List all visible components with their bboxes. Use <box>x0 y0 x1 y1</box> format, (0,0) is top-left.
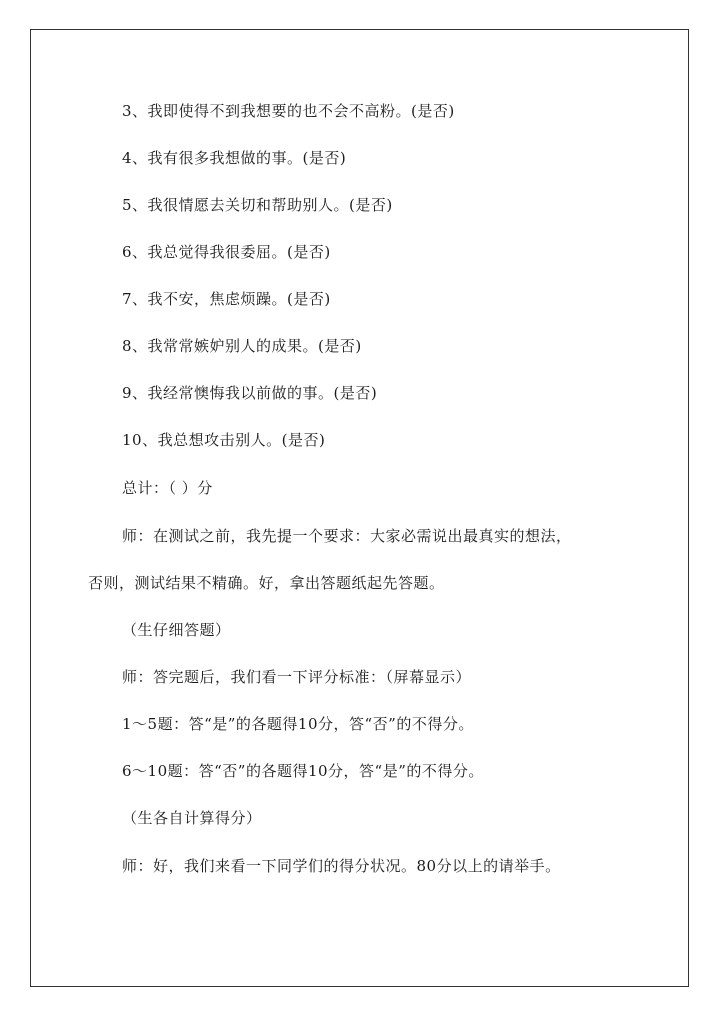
student-scoring-note: （生各自计算得分） <box>122 809 262 827</box>
scoring-rule-1-5: 1～5题：答“是”的各题得10分，答“否”的不得分。 <box>122 715 474 733</box>
question-3: 3、我即使得不到我想要的也不会不高粉。(是否) <box>122 102 455 120</box>
page-frame <box>30 29 689 987</box>
teacher-instruction-line-2: 否则，测试结果不精确。好，拿出答题纸起先答题。 <box>88 574 445 592</box>
scoring-intro-line: 师：答完题后，我们看一下评分标准：（屏幕显示） <box>122 668 472 686</box>
question-8: 8、我常常嫉妒别人的成果。(是否) <box>122 337 362 355</box>
teacher-result-line: 师：好，我们来看一下同学们的得分状况。80分以上的请举手。 <box>122 857 561 875</box>
question-7: 7、我不安，焦虑烦躁。(是否) <box>122 290 331 308</box>
teacher-instruction-line-1: 师：在测试之前，我先提一个要求：大家必需说出最真实的想法， <box>122 527 572 545</box>
question-4: 4、我有很多我想做的事。(是否) <box>122 149 347 167</box>
question-9: 9、我经常懊悔我以前做的事。(是否) <box>122 384 378 402</box>
student-answering-note: （生仔细答题） <box>122 621 231 639</box>
question-10: 10、我总想攻击别人。(是否) <box>122 431 326 449</box>
scoring-rule-6-10: 6～10题：答“否”的各题得10分，答“是”的不得分。 <box>122 762 484 780</box>
total-score-line: 总计：（ ）分 <box>122 479 213 497</box>
question-5: 5、我很情愿去关切和帮助别人。(是否) <box>122 196 393 214</box>
question-6: 6、我总觉得我很委屈。(是否) <box>122 243 331 261</box>
